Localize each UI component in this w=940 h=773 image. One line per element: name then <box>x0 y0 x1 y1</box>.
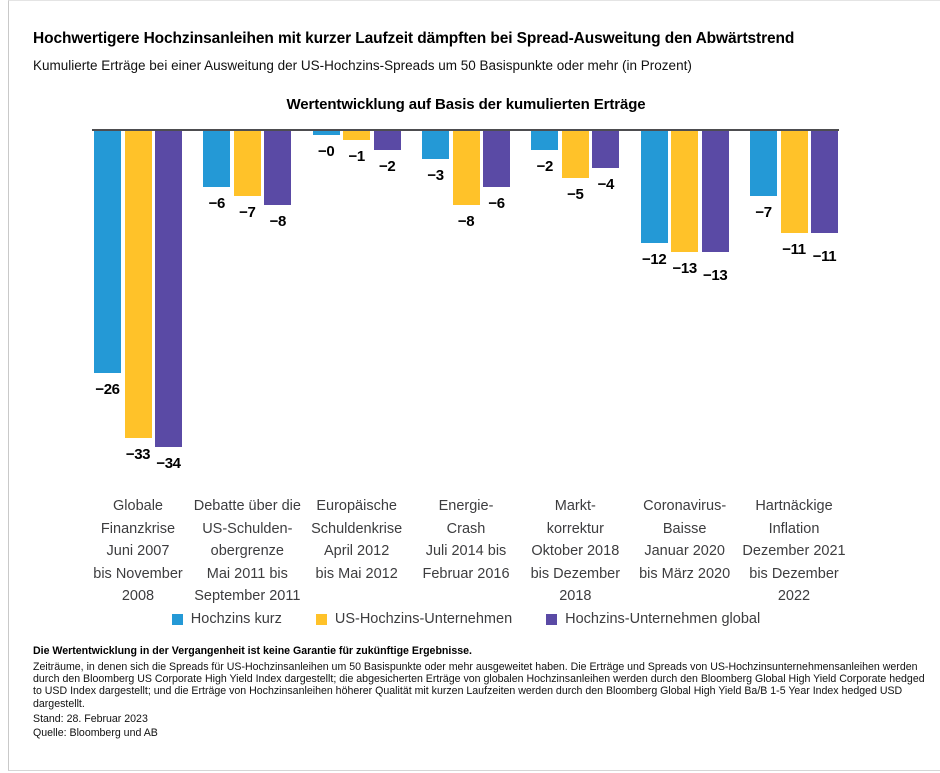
bar <box>531 131 558 150</box>
category-label-line: 2008 <box>121 588 155 604</box>
bar-value-label: −7 <box>755 204 772 222</box>
category-label-line: Globale <box>113 498 163 514</box>
chart-title: Wertentwicklung auf Basis der kumulierten Erträge <box>286 96 646 113</box>
category-label-line: Baisse <box>662 520 707 537</box>
category-label-line: Juli 2014 bis <box>425 543 507 559</box>
category-label-line: Crash <box>446 520 486 537</box>
bar <box>343 131 370 140</box>
bar <box>592 131 619 168</box>
bar-value-label: −13 <box>703 266 728 284</box>
category-label <box>728 495 860 608</box>
bar <box>125 131 152 438</box>
bar-chart <box>93 131 846 604</box>
bar <box>781 131 808 233</box>
bar-value-label: −2 <box>536 157 553 175</box>
category-label-line: Januar 2020 <box>644 543 725 559</box>
category-label-line: US-Schulden- <box>202 520 293 537</box>
category-label-line: Mai 2011 bis <box>206 565 288 582</box>
footnotes <box>33 645 928 739</box>
bar-value-label: −3 <box>427 166 444 184</box>
bar-value-label: −0 <box>318 143 335 160</box>
bar <box>702 131 729 252</box>
report-header <box>33 30 913 73</box>
category-label-line: Dezember 2021 <box>742 543 846 559</box>
footnote-quelle: Quelle: Bloomberg und AB <box>33 727 158 740</box>
category-label-line: bis November <box>93 565 183 582</box>
category-label-line: Oktober 2018 <box>531 543 620 559</box>
category-label-line: 2022 <box>777 588 811 604</box>
bar-value-label: −33 <box>125 445 151 463</box>
bar <box>313 131 340 135</box>
bar <box>374 131 401 150</box>
legend-label: Hochzins kurz <box>190 611 282 627</box>
legend-swatch-icon <box>172 614 183 625</box>
bar <box>562 131 589 178</box>
category-label-line: obergrenze <box>210 543 284 559</box>
category-label-line: 2018 <box>559 588 592 604</box>
category-label-line: bis Dezember <box>530 565 621 582</box>
bar-value-label: −5 <box>567 185 584 203</box>
legend-item <box>316 611 512 627</box>
bar <box>422 131 449 159</box>
category-label-line: bis Dezember <box>749 565 839 582</box>
bar-value-label: −34 <box>156 455 181 473</box>
bar-value-label: −12 <box>642 250 667 268</box>
legend-item <box>172 611 282 627</box>
category-label-line: Markt- <box>554 498 596 514</box>
category-label-line: Hartnäckige <box>755 498 833 514</box>
bar-value-label: −8 <box>269 213 286 231</box>
bar <box>483 131 510 187</box>
bar <box>94 131 121 373</box>
category-label-line: Finanzkrise <box>100 520 176 537</box>
category-label-line: bis März 2020 <box>639 565 731 582</box>
bar-value-label: −1 <box>348 148 365 166</box>
bar <box>203 131 230 187</box>
category-label-line: korrektur <box>546 520 604 537</box>
bar-value-label: −7 <box>239 204 256 222</box>
category-label-line: Inflation <box>768 520 820 537</box>
bar <box>671 131 698 252</box>
chart-legend <box>94 611 838 627</box>
category-label-line: Europäische <box>316 498 397 514</box>
legend-label: US-Hochzins-Unternehmen <box>334 611 513 627</box>
bar-value-label: −13 <box>672 259 697 277</box>
category-label-line: September 2011 <box>194 588 301 604</box>
footnote-disclaimer: Die Wertentwicklung in der Vergangenheit ist keine Garantie für zukünftige Ergebnisse. <box>33 645 472 657</box>
footnote-stand: Stand: 28. Februar 2023 <box>33 713 148 726</box>
legend-label: Hochzins-Unternehmen global <box>565 611 761 627</box>
legend-swatch-icon <box>546 614 557 625</box>
category-label-line: April 2012 <box>324 543 390 559</box>
bar <box>641 131 668 243</box>
report-title: Hochwertigere Hochzinsanleihen mit kurzer Laufzeit dämpften bei Spread-Ausweitung den Abwärtstrend <box>33 30 795 47</box>
footnote-body: Zeiträume, in denen sich die Spreads für US-Hochzinsanleihen um 50 Basispunkte oder mehr ausgeweitet haben. Die Erträge und Spreads von US-Hochzinsunternehmensanleihen werden durch den Bloomberg US Corporate High Yield Index dargestellt; die abgesicherten Erträge von globalen Hochzinsanleihen werden durch den Bloomberg Global High Yield Corporate hedged to USD Index dargestellt; und die Erträge von Hochzinsanleihen höherer Qualität mit kurzen Laufzeiten werden durch den Bloomberg Global High Yield Ba/B 1-5 Year Index hedged USD dargestellt. <box>33 660 925 710</box>
report-subtitle: Kumulierte Erträge bei einer Ausweitung der US-Hochzins-Spreads um 50 Basispunkte oder mehr (in Prozent) <box>33 58 692 73</box>
bar <box>264 131 291 205</box>
bar <box>750 131 777 196</box>
category-label-line: Schuldenkrise <box>311 520 403 537</box>
category-label-line: Coronavirus- <box>643 498 727 514</box>
bar <box>234 131 261 196</box>
bar-value-label: −11 <box>812 248 837 266</box>
bar-value-label: −6 <box>208 194 225 212</box>
bar-value-label: −4 <box>597 176 614 194</box>
legend-swatch-icon <box>316 614 327 625</box>
category-label-line: bis Mai 2012 <box>315 565 398 582</box>
category-label-line: Juni 2007 <box>106 543 170 559</box>
bar-value-label: −11 <box>782 241 806 259</box>
bar-value-label: −26 <box>95 380 120 398</box>
bar-value-label: −6 <box>488 194 505 212</box>
bar-value-label: −2 <box>379 157 396 175</box>
legend-item <box>546 611 760 627</box>
bar-value-label: −8 <box>457 213 475 231</box>
category-label-line: Debatte über die <box>193 498 301 514</box>
category-label-line: Februar 2016 <box>422 565 510 582</box>
category-label-line: Energie- <box>438 498 494 514</box>
bar <box>811 131 838 233</box>
bar <box>155 131 182 447</box>
